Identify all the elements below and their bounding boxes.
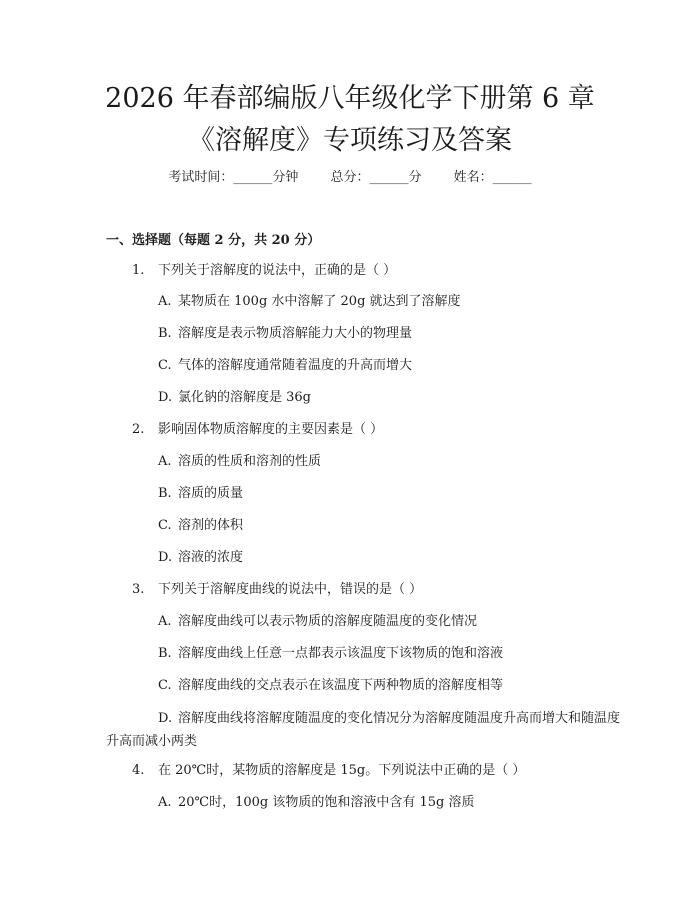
question-text: 影响固体物质溶解度的主要因素是（ ） — [158, 422, 384, 437]
option-text: 溶剂的体积 — [178, 518, 244, 533]
page-title: 2026 年春部编版八年级化学下册第 6 章《溶解度》专项练习及答案 — [105, 83, 595, 156]
total-score-field: 总分：______分 — [330, 170, 422, 185]
option-text: 气体的溶解度通常随着温度的升高而增大 — [178, 358, 413, 373]
option-letter: A. — [158, 454, 172, 469]
option-letter: C. — [158, 358, 172, 373]
option-item — [106, 707, 626, 753]
question-number: 1. — [132, 263, 145, 278]
option-text: 某物质在 100g 水中溶解了 20g 就达到了溶解度 — [178, 294, 461, 309]
question-stem — [132, 261, 396, 281]
option-text: 氯化钠的溶解度是 36g — [178, 390, 311, 405]
option-letter: B. — [158, 646, 172, 661]
option-letter: A. — [158, 614, 172, 629]
option-item — [158, 548, 243, 568]
question-text: 下列关于溶解度的说法中，正确的是（ ） — [158, 263, 397, 278]
option-letter: A. — [158, 294, 172, 309]
option-item — [158, 676, 503, 696]
option-item — [158, 324, 412, 344]
option-letter: D. — [158, 550, 173, 565]
option-letter: C. — [158, 518, 172, 533]
option-letter: B. — [158, 326, 172, 341]
question-number: 4. — [132, 763, 145, 778]
option-item — [158, 516, 243, 536]
exam-time-field: 考试时间：______分钟 — [168, 170, 299, 185]
option-text: 溶解度曲线将溶解度随温度的变化情况分为溶解度随温度升高而增大和随温度升高而减小两类 — [106, 711, 621, 749]
question-text: 在 20℃时，某物质的溶解度是 15g。下列说法中正确的是（ ） — [158, 763, 526, 778]
option-text: 溶质的性质和溶剂的性质 — [178, 454, 322, 469]
question-text: 下列关于溶解度曲线的说法中，错误的是（ ） — [158, 582, 423, 597]
option-letter: D. — [158, 711, 173, 726]
question-number: 2. — [132, 422, 145, 437]
option-item — [158, 644, 503, 664]
option-text: 溶质的质量 — [178, 486, 244, 501]
section-heading: 一、选择题（每题 2 分，共 20 分） — [106, 233, 321, 248]
option-text: 溶解度曲线可以表示物质的溶解度随温度的变化情况 — [178, 614, 478, 629]
student-name-field: 姓名：______ — [453, 170, 532, 185]
question-number: 3. — [132, 582, 145, 597]
option-item — [158, 484, 243, 504]
option-item — [158, 452, 321, 472]
option-text: 20℃时，100g 该物质的饱和溶液中含有 15g 溶质 — [178, 795, 475, 810]
option-item — [158, 292, 461, 312]
option-item — [158, 388, 311, 408]
option-letter: B. — [158, 486, 172, 501]
question-stem — [132, 761, 525, 781]
option-text: 溶解度是表示物质溶解能力大小的物理量 — [178, 326, 413, 341]
option-text: 溶液的浓度 — [178, 550, 244, 565]
option-item — [158, 793, 474, 813]
option-letter: A. — [158, 795, 172, 810]
option-letter: D. — [158, 390, 173, 405]
exam-info-row — [0, 168, 700, 188]
option-item — [158, 356, 412, 376]
option-text: 溶解度曲线的交点表示在该温度下两种物质的溶解度相等 — [178, 678, 504, 693]
option-letter: C. — [158, 678, 172, 693]
question-stem — [132, 580, 422, 600]
option-item — [158, 612, 477, 632]
option-text: 溶解度曲线上任意一点都表示该温度下该物质的饱和溶液 — [178, 646, 504, 661]
question-stem — [132, 420, 383, 440]
